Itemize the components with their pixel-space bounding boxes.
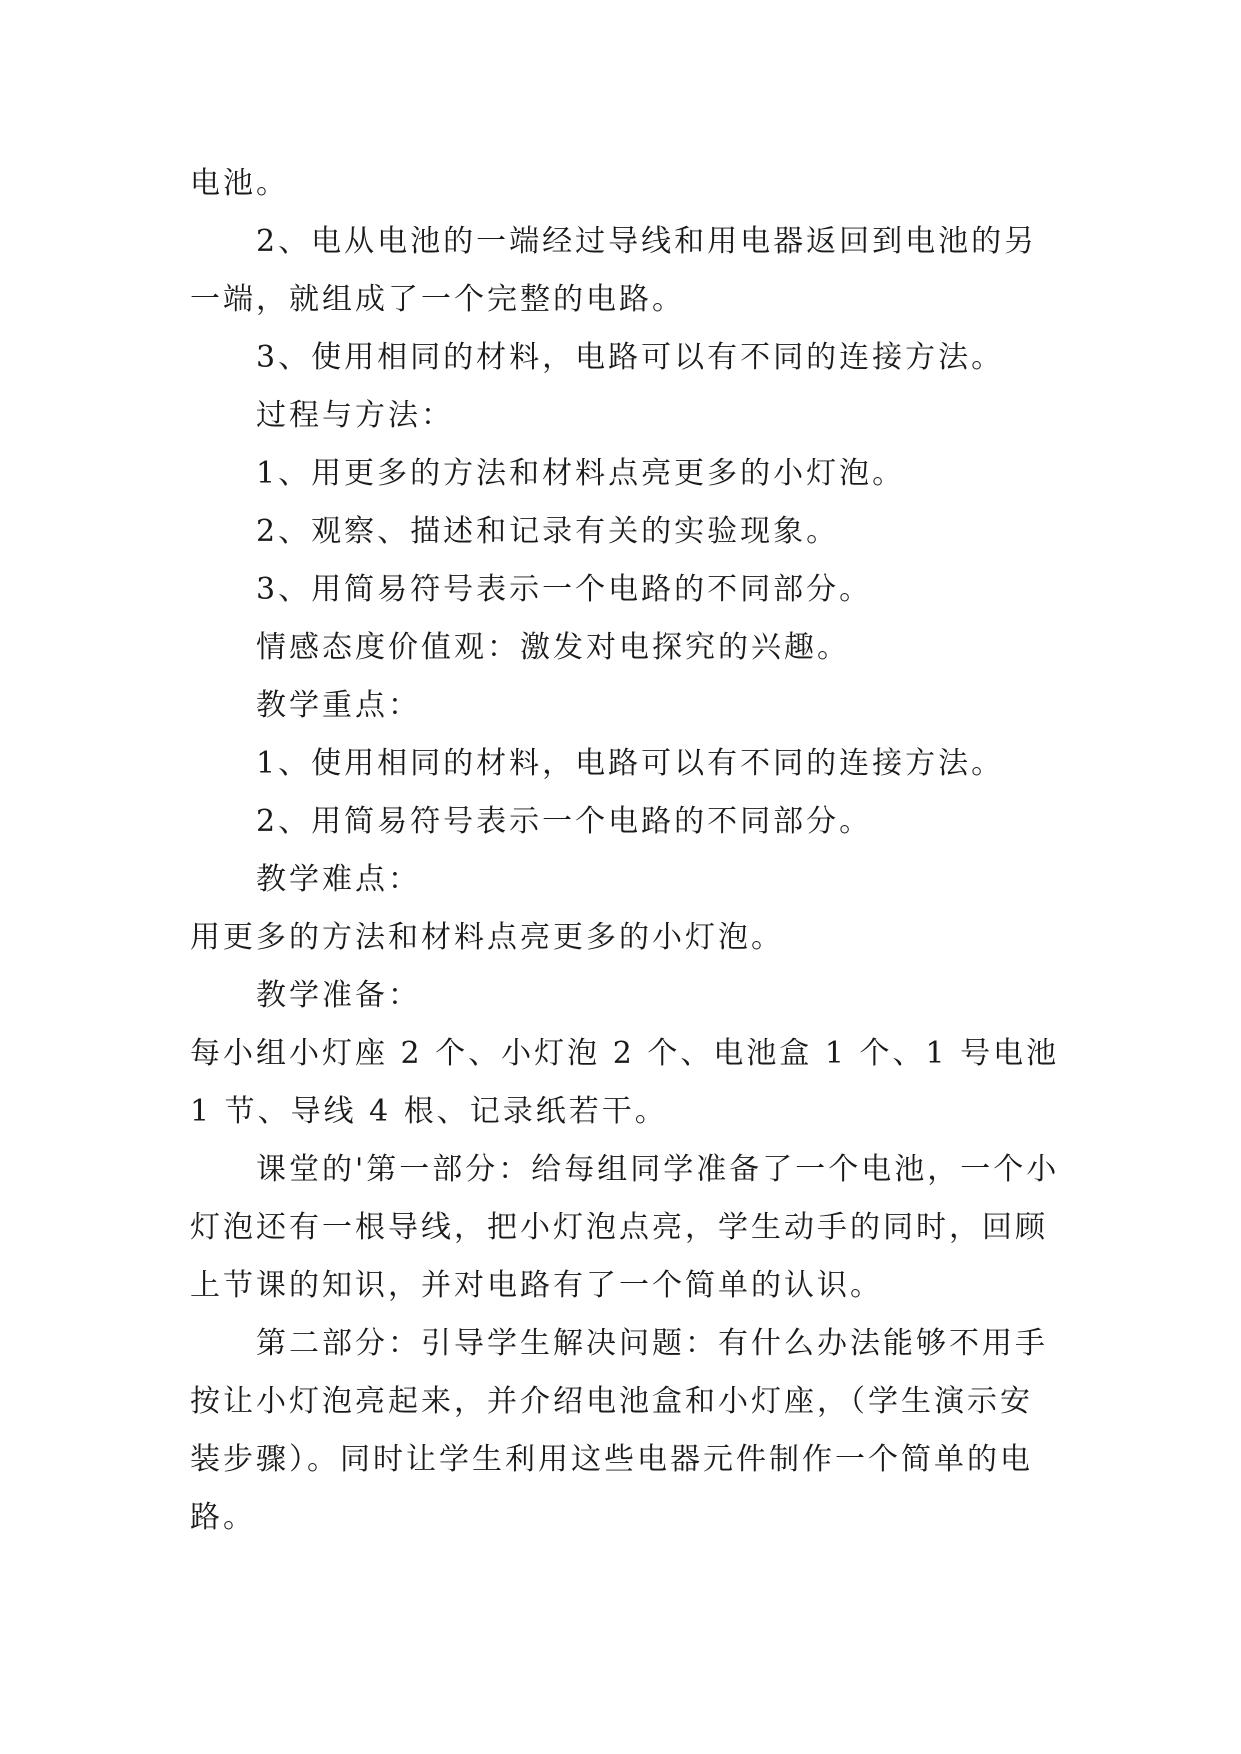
paragraph: 3、使用相同的材料，电路可以有不同的连接方法。 [256,340,1005,375]
section-heading: 过程与方法： [256,398,454,433]
list-item: 2、观察、描述和记录有关的实验现象。 [256,514,840,549]
paragraph: 2、电从电池的一端经过导线和用电器返回到电池的另一端，就组成了一个完整的电路。 [190,224,1038,317]
paragraph: 用更多的方法和材料点亮更多的小灯泡。 [190,920,784,955]
list-item: 3、用简易符号表示一个电路的不同部分。 [256,572,873,607]
paragraph: 每小组小灯座 2 个、小灯泡 2 个、电池盒 1 个、1 号电池 1 节、导线 4 根、记录纸若干。 [190,1036,1060,1129]
list-item: 1、用更多的方法和材料点亮更多的小灯泡。 [256,456,906,491]
paragraph: 情感态度价值观：激发对电探究的兴趣。 [256,630,850,665]
paragraph: 第二部分：引导学生解决问题：有什么办法能够不用手按让小灯泡亮起来，并介绍电池盒和小灯座，（学生演示安装步骤）。同时让学生利用这些电器元件制作一个简单的电路。 [190,1326,1048,1535]
paragraph: 课堂的'第一部分：给每组同学准备了一个电池，一个小灯泡还有一根导线，把小灯泡点亮，学生动手的同时，回顾上节课的知识，并对电路有了一个简单的认识。 [190,1152,1060,1303]
document-body [190,155,1060,1547]
section-heading: 教学重点： [256,688,421,723]
section-heading: 教学准备： [256,978,421,1013]
paragraph: 电池。 [190,166,289,201]
list-item: 2、用简易符号表示一个电路的不同部分。 [256,804,873,839]
section-heading: 教学难点： [256,862,421,897]
list-item: 1、使用相同的材料，电路可以有不同的连接方法。 [256,746,1005,781]
